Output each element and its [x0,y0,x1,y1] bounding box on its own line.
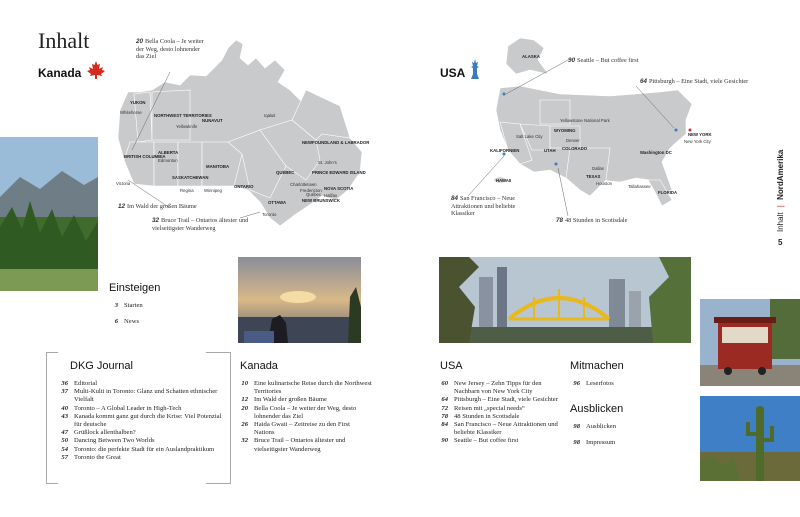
map-label-denver: Denver [566,138,580,143]
map-label-manitoba: MANITOBA [206,164,230,169]
map-label-toronto: Toronto [262,212,277,217]
photo-saguaro-desert [700,396,800,481]
kanada-list [232,380,372,454]
map-label-new-brunswick: NEW BRUNSWICK [302,198,340,203]
photo-pittsburgh-bridge [439,257,691,343]
map-label-nova-scotia: NOVA SCOTIA [324,186,354,191]
map-label-nwt: NORTHWEST TERRITORIES [154,113,212,118]
list-item[interactable]: 26 Haida Gwaii – Zeitreise zu den First Nations [241,421,350,437]
list-item[interactable]: 50 Dancing Between Two Worlds [61,437,155,445]
list-item[interactable]: 98 Impressum [573,439,616,447]
map-label-charlottetown: Charlottetown [290,182,317,187]
usa-heading: USA [440,66,466,80]
list-item[interactable]: 40 Toronto – A Global Leader in High-Tech [61,404,182,412]
list-item[interactable]: 37 Multi-Kulti in Toronto: Glanz und Schatten ethnischer Vielfalt [61,388,218,404]
list-item[interactable]: 60 New Jersey – Zehn Tipps für den Nachbarn von New York City [441,380,542,396]
map-label-newfoundland: NEWFOUNDLAND & LABRADOR [302,140,370,145]
list-item[interactable]: 6 News [114,318,140,326]
map-label-quebec-city: Québec [306,192,322,197]
map-label-washington: Washington DC [640,150,672,155]
callout-scottsdale: 78 48 Stunden in Scottsdale [556,217,628,224]
list-item[interactable]: 64 Pittsburgh – Eine Stadt, viele Gesichter [441,396,558,404]
map-label-regina: Regina [180,188,194,193]
map-label-saskatchewan: SASKATCHEWAN [172,175,209,180]
callout-bruce-trail: 32 Bruce Trail – Ontarios ältester und vielseitigster Wanderweg [152,217,249,232]
section-dkg-heading: DKG Journal [70,360,133,372]
photo-cable-car [700,299,800,386]
vertical-sidebar-label: Inhalt | NordAmerika [776,149,785,232]
map-label-iqaluit: Iqaluit [264,113,276,118]
map-label-slc: Salt Lake City [516,134,543,139]
list-item[interactable]: 32 Bruce Trail – Ontarios ältester und vielseitigster Wanderweg [241,437,346,453]
list-item[interactable]: 98 Ausblicken [573,423,617,430]
map-label-houston: Houston [596,181,613,186]
einsteigen-list [102,302,222,326]
map-label-ontario: ONTARIO [234,184,254,189]
map-label-dallas: Dallas [592,166,604,171]
map-label-yukon: YUKON [130,100,146,105]
list-item[interactable]: 57 Toronto the Great [61,453,121,461]
map-label-stjohns: St. John's [318,160,337,165]
callout-seattle: 90 Seattle – But coffee first [568,57,639,64]
map-label-tallahassee: Tallahassee [628,184,651,189]
map-label-alaska: ALASKA [522,54,540,59]
map-label-winnipeg: Winnipeg [204,188,222,193]
list-item[interactable]: 54 Toronto: die perfekte Stadt für ein Auslandpraktikum [61,445,215,453]
list-item[interactable]: 10 Eine kulinarische Reise durch die Northwest Territories [241,380,372,396]
section-einsteigen-heading: Einsteigen [109,282,161,294]
map-label-edmonton: Edmonton [158,158,178,163]
map-label-pei: PRINCE EDWARD ISLAND [312,170,366,175]
callout-pittsburgh: 64 Pittsburgh – Eine Stadt, viele Gesichter [640,78,749,85]
callout-bella-coola: 20 Bella Coola – Je weiter der Weg, desto lohnender das Ziel [136,38,204,61]
map-label-colorado: COLORADO [562,146,588,151]
list-item[interactable]: 84 San Francisco – Neue Attraktionen und beliebte Klassiker [441,421,558,437]
list-item[interactable]: 90 Seattle – But coffee first [441,437,519,445]
page-title: Inhalt [38,28,90,53]
map-label-whitehorse: Whitehorse [120,110,142,115]
photo-lake-sunset [238,257,361,343]
list-item[interactable]: 43 Kanada kommt ganz gut durch die Krise: Viel Potenzial für deutsche [61,412,222,429]
canada-heading: Kanada [38,66,82,80]
map-label-florida: FLORIDA [658,190,678,195]
map-label-ottawa: OTTAWA [268,200,287,205]
callout-san-francisco: 84 San Francisco – Neue Attraktionen und beliebte Klassiker [451,195,516,218]
map-label-wyoming: WYOMING [554,128,576,133]
map-label-texas: TEXAS [586,174,601,179]
map-label-quebec: QUÉBEC [276,170,295,175]
maple-leaf-icon [86,60,106,80]
list-item[interactable]: 47 Grüßlock allenthalben? [61,429,136,437]
map-label-alberta: ALBERTA [158,150,179,155]
section-mitmachen-heading: Mitmachen [570,360,624,372]
callout-wald: 12 Im Wald der großen Bäume [118,203,197,210]
map-label-california: KALIFORNIEN [490,148,520,153]
map-label-hawaii: HAWAII [496,178,512,183]
map-label-yellowstone: Yellowstone National Park [560,118,610,123]
usa-list [432,380,564,446]
map-label-nunavut: NUNAVUT [202,118,223,123]
ausblicken-list [564,423,674,447]
mitmachen-list [564,380,674,388]
list-item[interactable]: 20 Bella Coola – Je weiter der Weg, desto lohnender das Ziel [241,404,357,420]
list-item[interactable]: 96 Leserfotos [573,380,614,387]
map-label-new-york: NEW YORK [688,132,712,137]
map-label-utah: UTAH [544,148,556,153]
dkg-list [52,380,222,462]
map-label-bc: BRITISH COLUMBIA [124,154,166,159]
list-item[interactable]: 36 Editorial [61,380,98,387]
section-kanada-heading: Kanada [240,360,278,372]
list-item[interactable]: 72 Reisen mit „special needs“ [441,404,525,412]
section-usa-heading: USA [440,360,463,372]
list-item[interactable]: 12 Im Wald der großen Bäume [241,396,327,404]
section-ausblicken-heading: Ausblicken [570,403,624,415]
list-item[interactable]: 78 48 Stunden in Scottsdale [441,412,520,420]
map-label-victoria: Victoria [116,181,131,186]
page-number: 5 [778,238,783,247]
map-label-yellowknife: Yellowknife [176,124,198,129]
map-label-fredericton: Fredericton [300,188,322,193]
list-item[interactable]: 3 Starten [114,302,143,309]
map-label-halifax: Halifax [324,193,338,198]
map-label-nyc: New York City [684,139,711,144]
photo-forest-mountains [0,137,98,291]
